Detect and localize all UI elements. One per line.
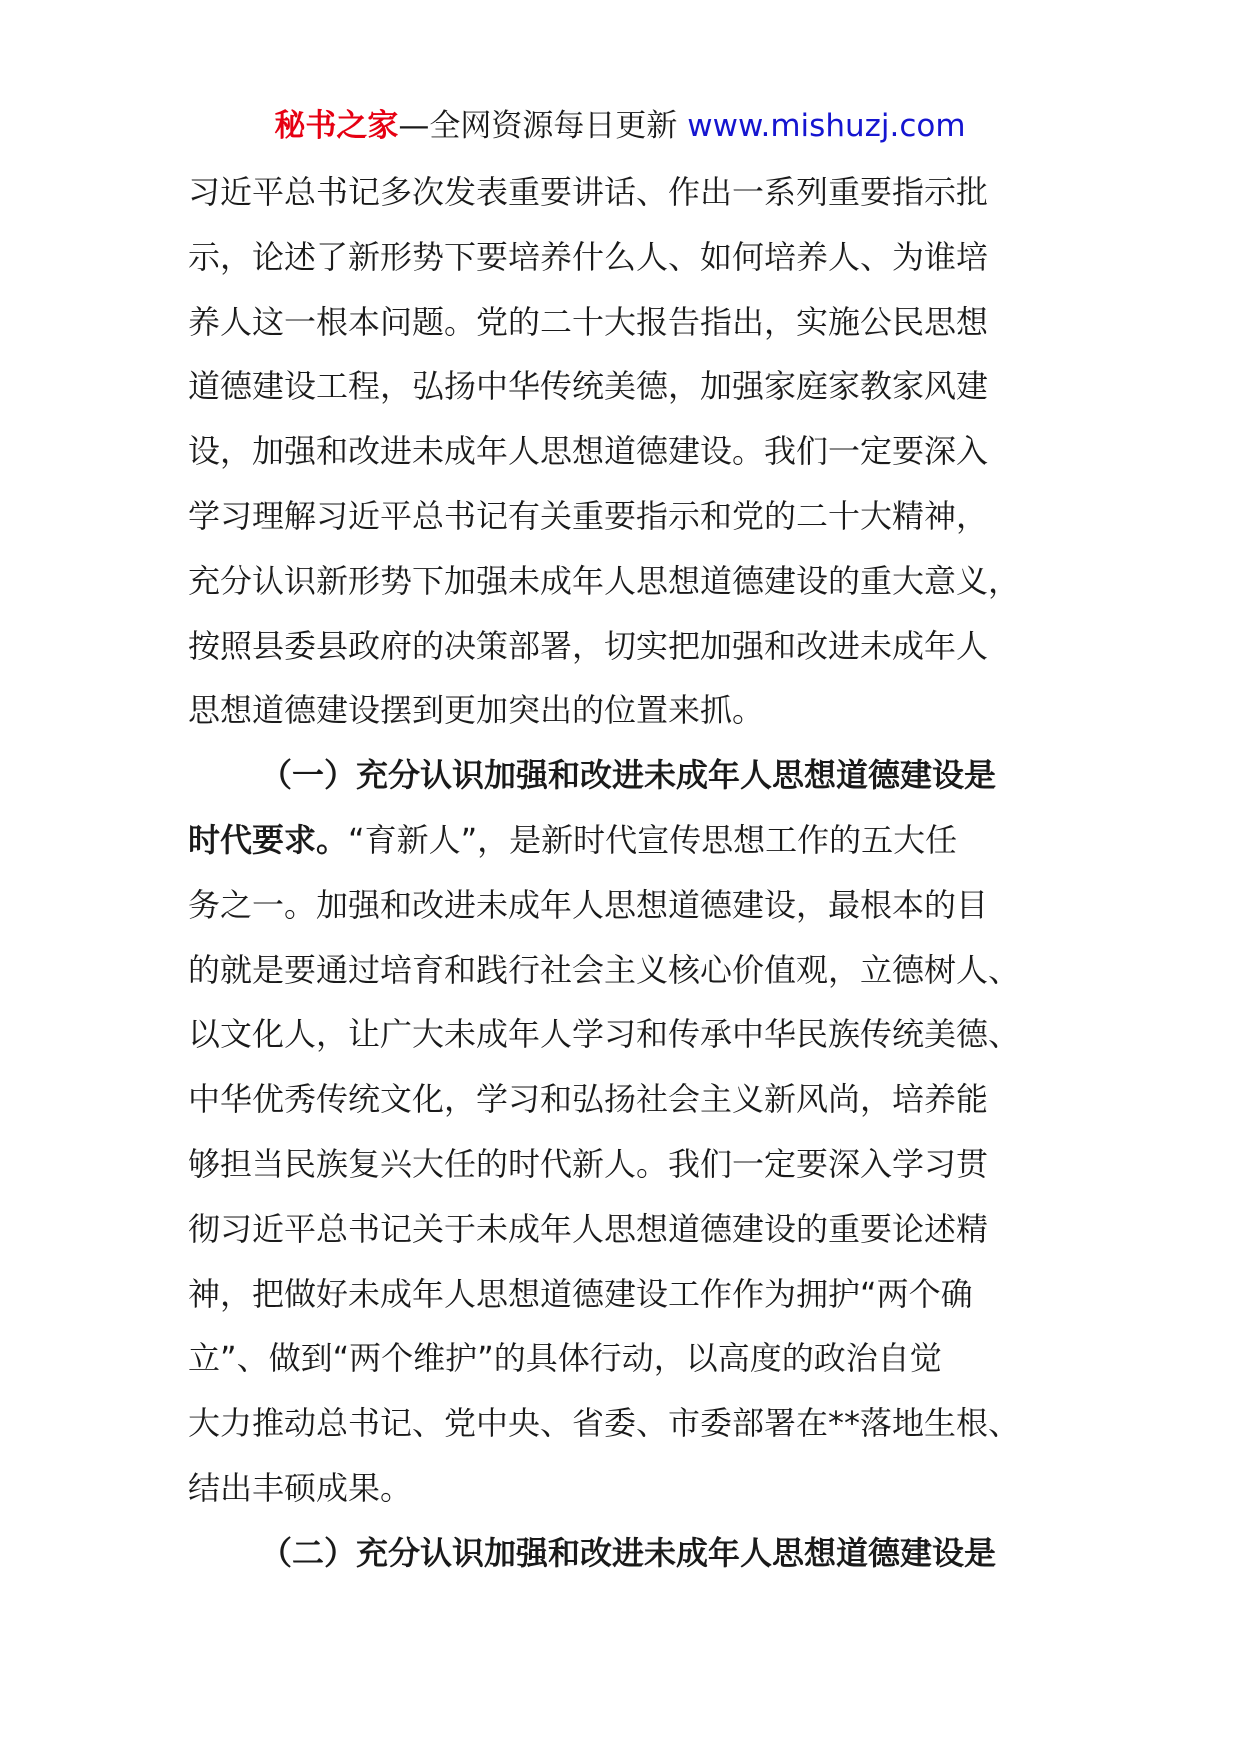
text-line: 中华优秀传统文化，学习和弘扬社会主义新风尚，培养能 [188,1080,989,1119]
text-line: 以文化人，让广大未成年人学习和传承中华民族传统美德、 [188,1015,1021,1054]
text-line: 神，把做好未成年人思想道德建设工作作为拥护“两个确 [188,1274,973,1313]
text-line [188,808,1060,873]
text-line: 思想道德建设摆到更加突出的位置来抓。 [188,691,765,730]
text-line: 养人这一根本问题。党的二十大报告指出，实施公民思想 [188,302,989,341]
intro-paragraph [188,160,1060,743]
brand-name: 秘书之家 [274,108,399,144]
text-line: 习近平总书记多次发表重要讲话、作出一系列重要指示批 [188,173,989,211]
text-line: 按照县委县政府的决策部署，切实把加强和改进未成年人 [188,626,989,665]
text-line: 大力推动总书记、党中央、省委、市委部署在**落地生根、 [188,1404,1021,1443]
text-line: 彻习近平总书记关于未成年人思想道德建设的重要论述精 [188,1209,989,1248]
section-2-paragraph [188,1521,1060,1586]
text-line: 示，论述了新形势下要培养什么人、如何培养人、为谁培 [188,237,989,276]
text-line: 结出丰硕成果。 [188,1468,413,1507]
text-line: 够担当民族复兴大任的时代新人。我们一定要深入学习贯 [188,1144,989,1183]
website-url[interactable]: www.mishuzj.com [687,108,966,144]
text-line: 立”、做到“两个维护”的具体行动，以高度的政治自觉 [188,1339,942,1378]
text-line: 充分认识新形势下加强未成年人思想道德建设的重大意义， [188,561,1021,600]
site-header [0,104,1240,148]
section-1-paragraph [188,743,1060,1521]
header-tagline: —全网资源每日更新 [398,108,688,144]
section-1-heading-end: 时代要求。 [188,820,349,859]
document-body [188,160,1060,1586]
text-line: 的就是要通过培育和践行社会主义核心价值观，立德树人、 [188,950,1021,989]
text-line: 设，加强和改进未成年人思想道德建设。我们一定要深入 [188,432,989,471]
text-line: 学习理解习近平总书记有关重要指示和党的二十大精神， [188,496,989,535]
text-line: 道德建设工程，弘扬中华传统美德，加强家庭家教家风建 [188,367,989,406]
section-1-text-start: “育新人”，是新时代宣传思想工作的五大任 [348,820,958,859]
section-2-heading: （二）充分认识加强和改进未成年人思想道德建设是 [260,1533,997,1572]
text-line: 务之一。加强和改进未成年人思想道德建设，最根本的目 [188,885,989,924]
section-1-heading: （一）充分认识加强和改进未成年人思想道德建设是 [260,756,997,795]
